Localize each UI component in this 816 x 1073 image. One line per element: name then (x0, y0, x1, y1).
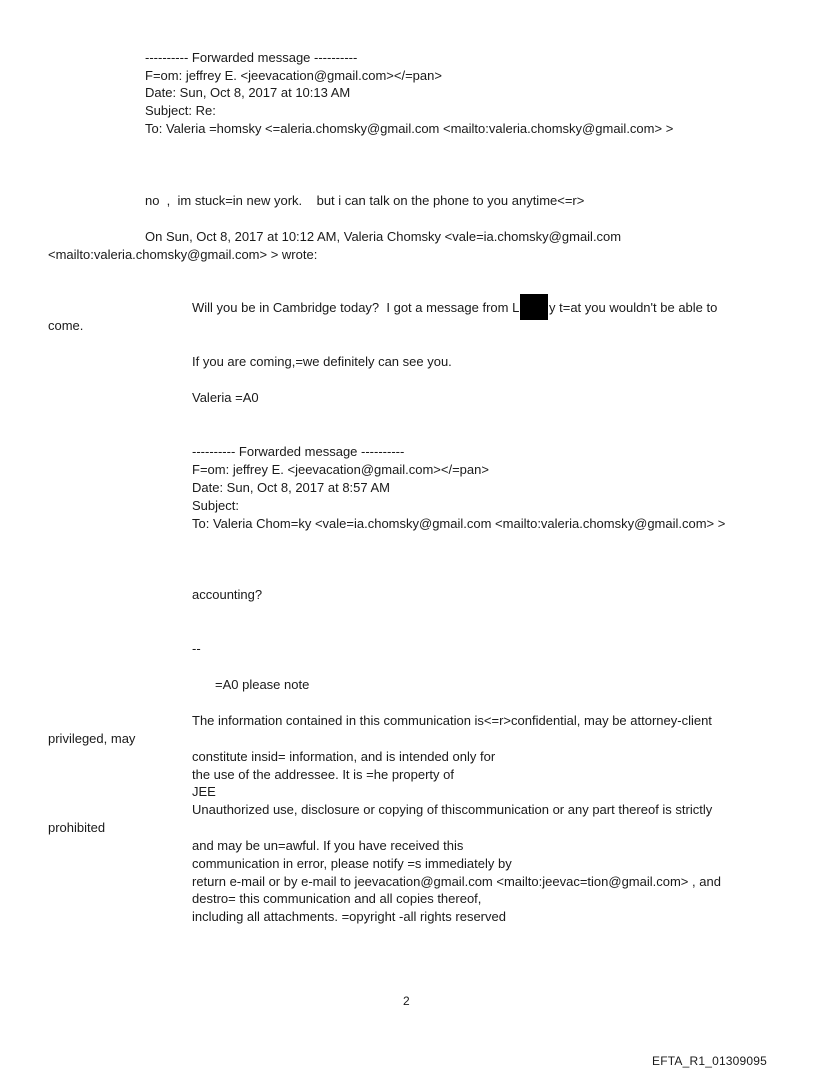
reply-body: no , im stuck=in new york. but i can talk on the phone to you anytime<=r> (145, 193, 585, 208)
disclaimer-note: =A0 please note (215, 677, 310, 692)
disclaimer-line: return e-mail or by e-mail to jeevacation@gmail.com <mailto:jeevac=tion@gmail.com> , and (192, 874, 721, 889)
quoted-line1-part1: Will you be in Cambridge today? I got a message from L (192, 300, 520, 315)
quoted-line1-wrap: come. (48, 318, 84, 333)
inner-header-to: To: Valeria Chom=ky <vale=ia.chomsky@gmail.com <mailto:valeria.chomsky@gmail.com> > (192, 516, 726, 531)
disclaimer-line: JEE (192, 784, 216, 799)
inner-header-date: Date: Sun, Oct 8, 2017 at 8:57 AM (192, 480, 391, 495)
inner-header-from: F=om: jeffrey E. <jeevacation@gmail.com></=pan> (192, 462, 489, 477)
signature-dash: -- (192, 641, 201, 656)
disclaimer-line: The information contained in this communication is<=r>confidential, may be attorney-client (192, 713, 712, 728)
inner-body: accounting? (192, 587, 263, 602)
header-to: To: Valeria =homsky <=aleria.chomsky@gmail.com <mailto:valeria.chomsky@gmail.com> > (145, 121, 674, 136)
disclaimer-line: prohibited (48, 820, 106, 835)
disclaimer-line: privileged, may (48, 731, 136, 746)
forward-separator: ---------- Forwarded message ---------- (145, 50, 358, 65)
inner-header-subject: Subject: (192, 498, 239, 513)
quoted-line1-part2: y t=at you wouldn't be able to (549, 300, 718, 315)
header-date: Date: Sun, Oct 8, 2017 at 10:13 AM (145, 85, 351, 100)
document-id: EFTA_R1_01309095 (652, 1054, 768, 1068)
page-number: 2 (403, 994, 410, 1008)
quoted-line2: If you are coming,=we definitely can see you. (192, 354, 452, 369)
disclaimer-line: the use of the addressee. It is =he property of (192, 767, 454, 782)
quote-intro-line1: On Sun, Oct 8, 2017 at 10:12 AM, Valeria Chomsky <vale=ia.chomsky@gmail.com (145, 229, 622, 244)
header-subject: Subject: Re: (145, 103, 216, 118)
disclaimer-line: destro= this communication and all copies thereof, (192, 891, 482, 906)
inner-forward-separator: ---------- Forwarded message ---------- (192, 444, 405, 459)
disclaimer-line: including all attachments. =opyright -all rights reserved (192, 909, 506, 924)
disclaimer-line: constitute insid= information, and is intended only for (192, 749, 496, 764)
quote-intro-line2: <mailto:valeria.chomsky@gmail.com> > wrote: (48, 247, 318, 262)
disclaimer-line: Unauthorized use, disclosure or copying of thiscommunication or any part thereof is strictly (192, 802, 713, 817)
quoted-signature: Valeria =A0 (192, 390, 259, 405)
redaction-box (520, 294, 548, 320)
disclaimer-line: and may be un=awful. If you have received this (192, 838, 464, 853)
disclaimer-line: communication in error, please notify =s immediately by (192, 856, 512, 871)
header-from: F=om: jeffrey E. <jeevacation@gmail.com></=pan> (145, 68, 442, 83)
